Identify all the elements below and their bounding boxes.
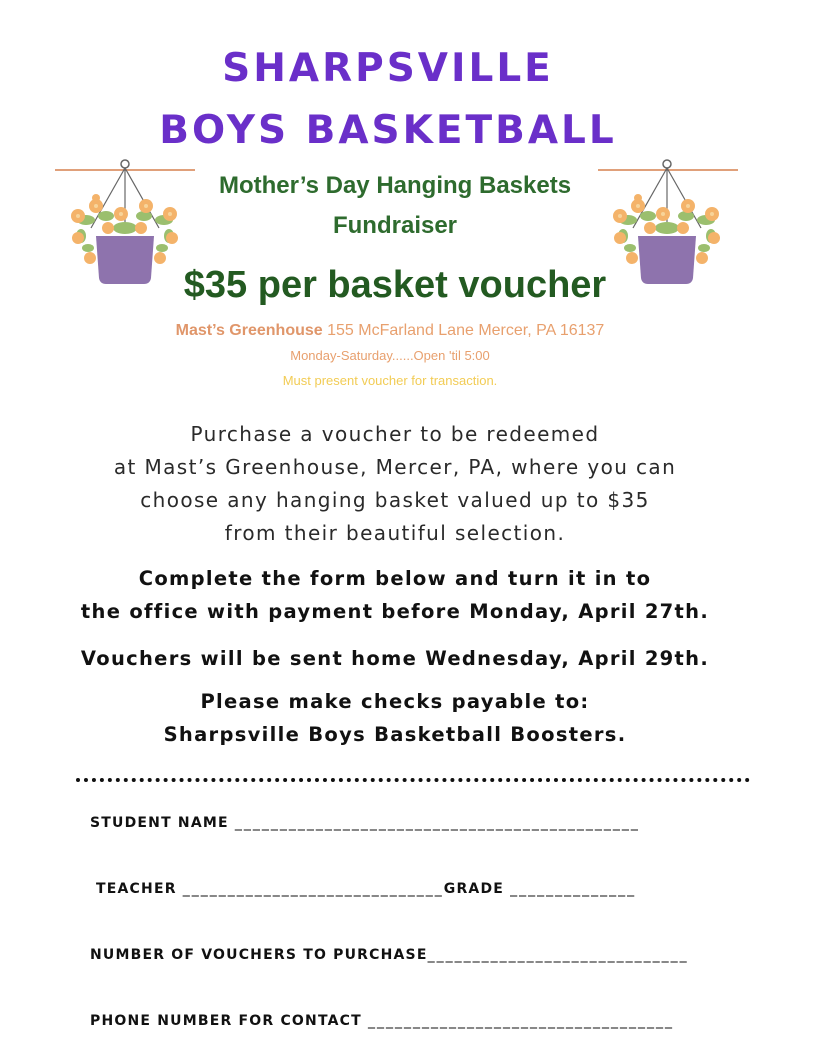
intro-line: Purchase a voucher to be redeemed (190, 422, 600, 446)
teacher-blank[interactable]: _____________________________ (182, 881, 444, 897)
intro-paragraph (60, 418, 730, 550)
greenhouse-address (80, 322, 700, 340)
title-line-2: BOYS BASKETBALL (159, 108, 617, 153)
grade-label: GRADE (443, 881, 511, 897)
cut-line (76, 778, 750, 782)
vouchers-label: NUMBER OF VOUCHERS TO PURCHASE (90, 947, 428, 963)
instructions-paragraph (40, 562, 750, 628)
student-name-field[interactable] (90, 815, 640, 831)
vouchers-blank[interactable]: _____________________________ (427, 947, 689, 963)
student-name-label: STUDENT NAME (90, 815, 235, 831)
phone-blank[interactable]: __________________________________ (367, 1013, 674, 1029)
subtitle-line-2: Fundraiser (332, 212, 458, 239)
price-heading: $35 per basket voucher (183, 264, 607, 306)
intro-line: choose any hanging basket valued up to $35 (140, 488, 650, 512)
title-line-1: SHARPSVILLE (222, 46, 554, 91)
teacher-label: TEACHER (96, 881, 183, 897)
subtitle-line-1: Mother’s Day Hanging Baskets (218, 172, 572, 199)
grade-blank[interactable]: ______________ (510, 881, 637, 897)
phone-field[interactable] (90, 1013, 674, 1029)
intro-line: from their beautiful selection. (224, 521, 566, 545)
greenhouse-name: Mast’s Greenhouse (175, 322, 323, 339)
phone-label: PHONE NUMBER FOR CONTACT (90, 1013, 368, 1029)
checks-line: Sharpsville Boys Basketball Boosters. (163, 723, 627, 746)
send-home-notice: Vouchers will be sent home Wednesday, April 29th. (80, 647, 710, 670)
teacher-grade-field[interactable] (96, 881, 636, 897)
voucher-note: Must present voucher for transaction. (282, 373, 498, 388)
checks-paragraph (40, 685, 750, 751)
street-address: 155 McFarland Lane Mercer, PA 16137 (322, 322, 605, 339)
instructions-line: the office with payment before Monday, April 27th. (80, 600, 710, 623)
instructions-line: Complete the form below and turn it in to (138, 567, 652, 590)
vouchers-field[interactable] (90, 947, 689, 963)
checks-line: Please make checks payable to: (200, 690, 590, 713)
intro-line: at Mast’s Greenhouse, Mercer, PA, where you can (113, 455, 677, 479)
store-hours: Monday-Saturday......Open 'til 5:00 (290, 348, 490, 363)
student-name-blank[interactable]: _____________________________________________ (234, 815, 640, 831)
